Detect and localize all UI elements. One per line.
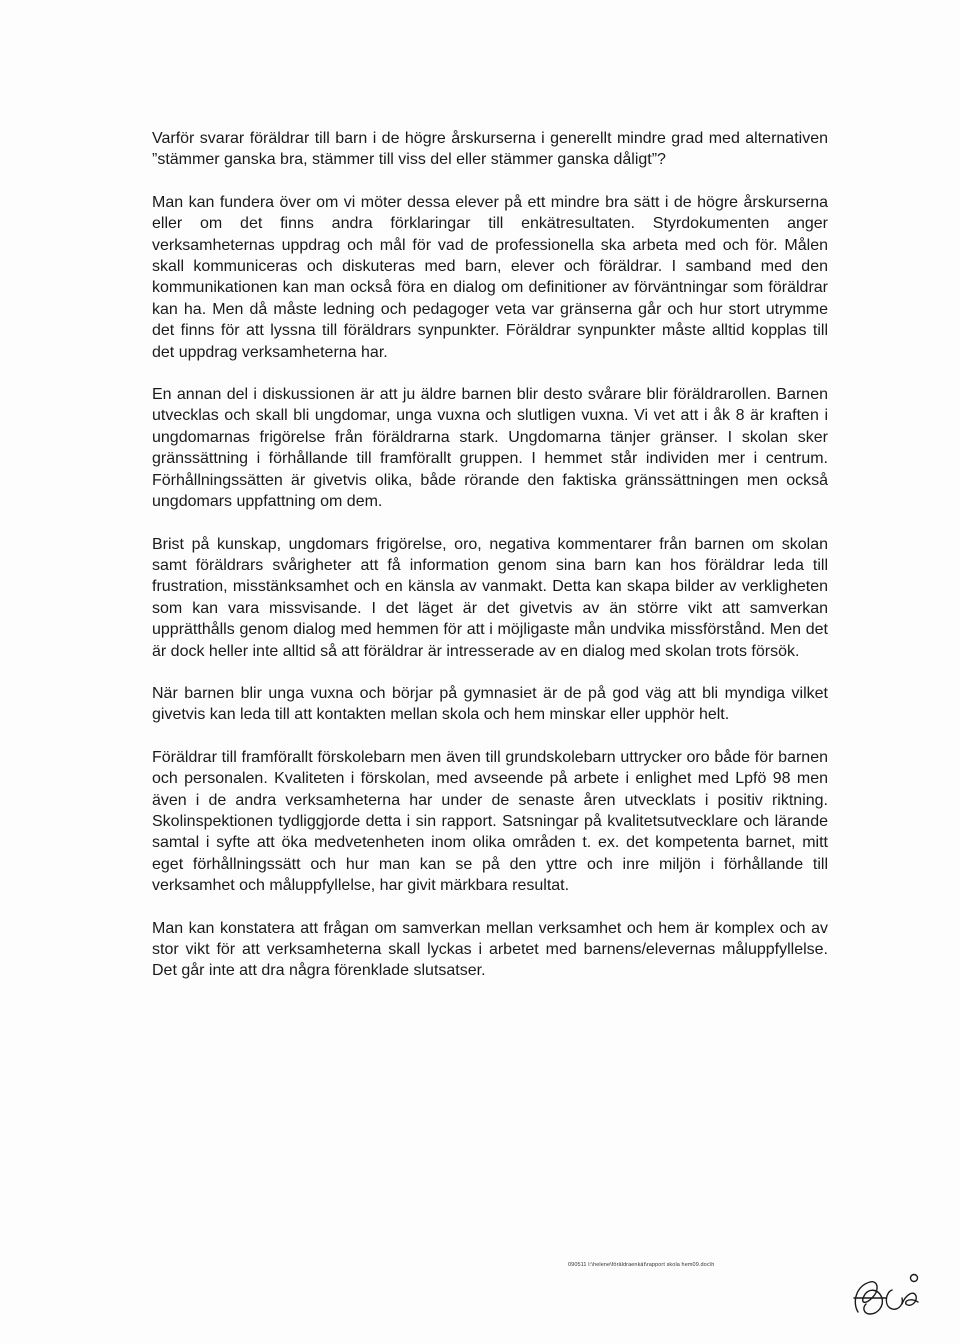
handwritten-signature <box>848 1268 928 1324</box>
paragraph: En annan del i diskussionen är att ju äldre barnen blir desto svårare blir föräldrarollen. Barnen utvecklas och skall bli ungdomar, unga vuxna och slutligen vuxna. Vi vet att i åk 8 är kraften i ungdomarnas frigörelse från föräldrarna stark. Ungdomarna tänjer gränser. I skolan sker gränssättning i förhållande till framförallt gruppen. I hemmet står individen mer i centrum. Förhållningssätten är givetvis olika, både rörande den faktiska gränssättningen men också ungdomars uppfattning om dem. <box>152 386 828 511</box>
document-body <box>152 128 828 982</box>
paragraph: När barnen blir unga vuxna och börjar på gymnasiet är de på god väg att bli myndiga vilket givetvis kan leda till att kontakten mellan skola och hem minskar eller upphör helt. <box>152 684 828 724</box>
footer-file-path: 090511 I:\helene\föräldraenkät\rapport skola hem09.doc\h <box>568 1262 715 1268</box>
paragraph: Man kan konstatera att frågan om samverkan mellan verksamhet och hem är komplex och av stor vikt för att verksamheterna skall lyckas i arbetet med barnens/elevernas måluppfyllelse. Det går inte att dra några förenklade slutsatser. <box>152 919 828 980</box>
paragraph: Man kan fundera över om vi möter dessa elever på ett mindre bra sätt i de högre årskurserna eller om det finns andra förklaringar till enkätresultaten. Styrdokumenten anger verksamheternas uppdrag och mål för vad de professionella ska arbeta med och för. Målen skall kommuniceras och diskuteras med barn, elever och föräldrar. I samband med den kommunikationen kan man också föra en dialog om definitioner av förväntningar som föräldrar kan ha. Men då måste ledning och pedagoger veta var gränserna går och hur stort utrymme det finns för att lyssna till föräldrars synpunkter. Föräldrar synpunkter måste alltid kopplas till det uppdrag verksamheterna har. <box>152 193 828 361</box>
paragraph: Föräldrar till framförallt förskolebarn men även till grundskolebarn uttrycker oro både för barnen och personalen. Kvaliteten i förskolan, med avseende på arbete i enlighet med Lpfö 98 men även i de andra verksamheterna har under de senaste åren utvecklats i positiv riktning. Skolinspektionen tydliggjorde detta i sin rapport. Satsningar på kvalitetsutvecklare och lärande samtal i syfte att öka medvetenheten inom olika områden t. ex. det kompetenta barnet, mitt eget förhållningssätt och hur man kan se på den yttre och inre miljön i förhållande till verksamhet och måluppfyllelse, har givit märkbara resultat. <box>152 748 828 895</box>
paragraph: Varför svarar föräldrar till barn i de högre årskurserna i generellt mindre grad med alternativen ”stämmer ganska bra, stämmer till viss del eller stämmer ganska dåligt”? <box>152 130 828 169</box>
paragraph: Brist på kunskap, ungdomars frigörelse, oro, negativa kommentarer från barnen om skolan samt föräldrars svårigheter att få information genom sina barn kan hos föräldrar leda till frustration, misstänksamhet och en känsla av vanmakt. Detta kan skapa bilder av verkligheten som kan vara missvisande. I det läget är det givetvis av än större vikt att samverkan upprätthålls genom dialog med hemmen för att i möjligaste mån undvika missförstånd. Men det är dock heller inte alltid så att föräldrar är intresserade av en dialog med skolan trots försök. <box>152 535 828 660</box>
